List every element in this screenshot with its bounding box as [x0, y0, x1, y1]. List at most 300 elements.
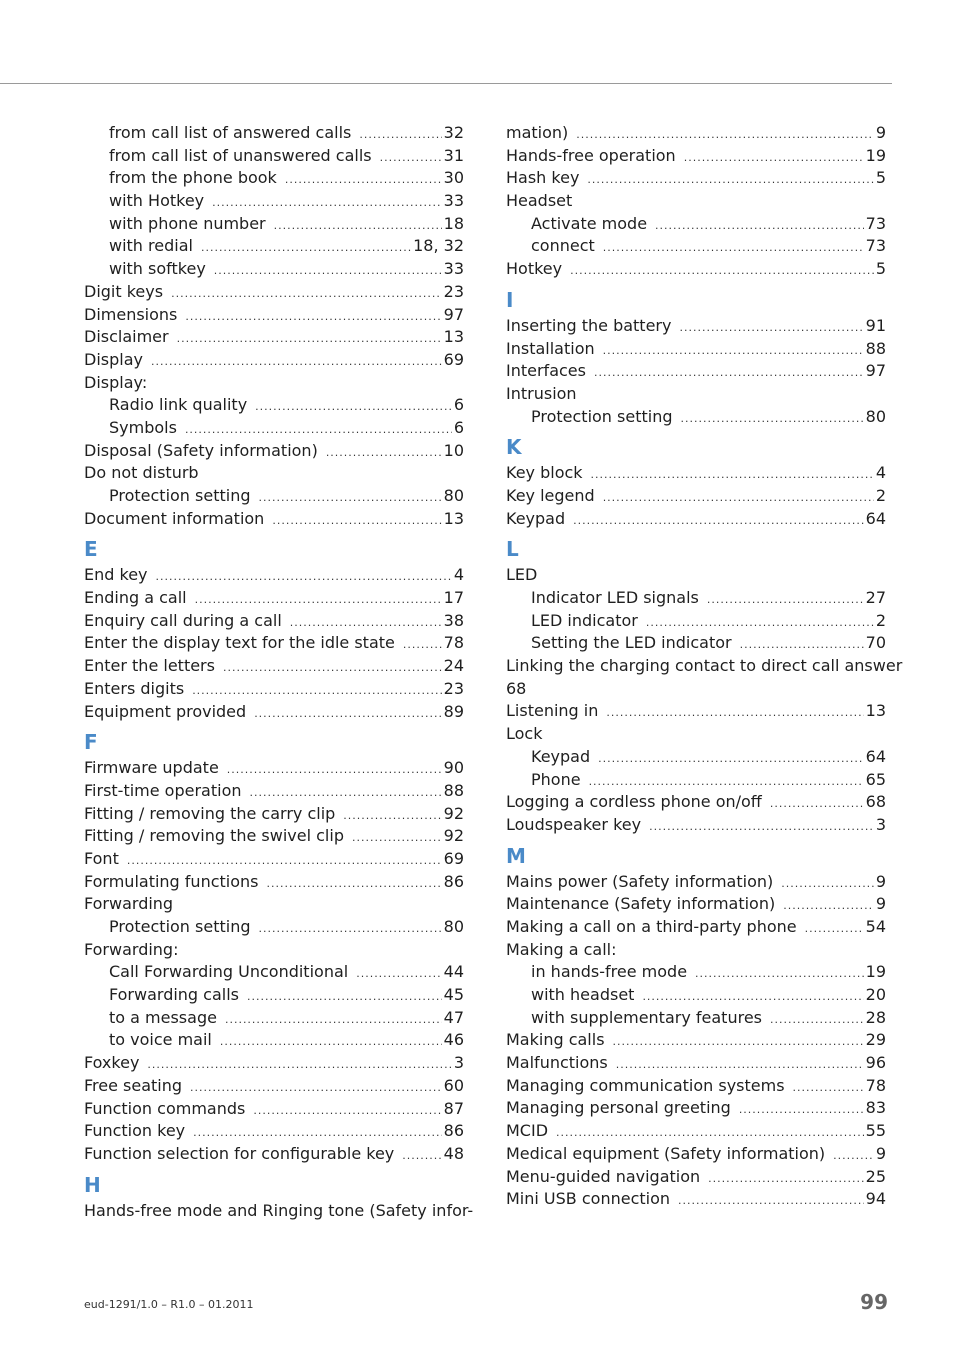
entry-page-ref: 6 — [453, 417, 464, 437]
entry-term: with redial — [109, 236, 193, 256]
entry-term: Phone — [531, 769, 581, 789]
index-subentry — [506, 587, 886, 610]
dot-leader — [151, 351, 442, 374]
entry-page-ref: 13 — [443, 508, 464, 528]
entry-term: Keypad — [531, 746, 591, 766]
dot-leader — [380, 147, 442, 170]
index-entry — [506, 258, 886, 281]
entry-term: Firmware update — [84, 758, 219, 778]
dot-leader — [250, 782, 442, 805]
index-letter-heading: K — [506, 435, 522, 460]
index-subentry — [84, 485, 464, 508]
index-entry — [506, 145, 886, 168]
entry-page-ref: 73 — [865, 236, 886, 256]
dot-leader — [402, 1145, 441, 1168]
entry-term: with supplementary features — [531, 1007, 762, 1027]
dot-leader — [770, 1009, 864, 1032]
entry-term: Forwarding calls — [109, 985, 239, 1005]
dot-leader — [247, 986, 442, 1009]
entry-term: Disclaimer — [84, 327, 169, 347]
dot-leader — [227, 759, 442, 782]
entry-term: Logging a cordless phone on/off — [506, 792, 762, 812]
entry-page-ref: 92 — [443, 826, 464, 846]
dot-leader — [793, 1077, 864, 1100]
entry-page-ref: 80 — [443, 486, 464, 505]
entry-term: Digit keys — [84, 281, 164, 301]
index-entry — [506, 916, 886, 939]
index-subentry — [84, 1029, 464, 1052]
dot-leader — [403, 634, 442, 657]
entry-page-ref: 54 — [865, 916, 886, 936]
index-heading-entry: Lock — [506, 724, 543, 744]
dot-leader — [681, 408, 864, 431]
index-subentry — [84, 394, 464, 417]
entry-term: Making a call on a third-party phone — [506, 916, 797, 936]
entry-page-ref: 30 — [443, 168, 464, 188]
entry-page-ref: 13 — [865, 701, 886, 721]
index-subentry — [506, 610, 886, 633]
entry-term: Mini USB connection — [506, 1189, 671, 1209]
index-heading-entry: Forwarding: — [84, 939, 179, 959]
index-entry — [506, 791, 886, 814]
dot-leader — [156, 566, 452, 589]
dot-leader — [603, 340, 864, 363]
index-letter-heading: M — [506, 843, 526, 868]
entry-page-ref: 24 — [443, 656, 464, 676]
entry-page-ref: 70 — [865, 633, 886, 653]
dot-leader — [598, 748, 864, 771]
index-entry — [506, 700, 886, 723]
entry-term: Activate mode — [531, 213, 648, 233]
index-subentry — [84, 417, 464, 440]
index-heading-entry: Display: — [84, 372, 148, 392]
entry-page-ref: 86 — [443, 871, 464, 891]
dot-leader — [190, 1077, 442, 1100]
entry-term: from call list of unanswered calls — [109, 145, 372, 165]
entry-term: Key legend — [506, 485, 595, 505]
entry-page-ref: 18 — [443, 213, 464, 233]
entry-term: Maintenance (Safety information) — [506, 894, 776, 914]
entry-term: Hotkey — [506, 259, 563, 279]
entry-term: Setting the LED indicator — [531, 633, 732, 653]
entry-term: from call list of answered calls — [109, 123, 352, 142]
entry-term: Malfunctions — [506, 1053, 608, 1073]
index-subentry — [84, 122, 464, 145]
index-entry — [84, 632, 464, 655]
dot-leader — [591, 464, 874, 487]
entry-page-ref: 64 — [865, 746, 886, 766]
dot-leader — [290, 612, 442, 635]
entry-page-ref: 6 — [453, 395, 464, 415]
index-entry — [84, 304, 464, 327]
entry-term: Equipment provided — [84, 701, 247, 721]
dot-leader — [326, 442, 442, 465]
entry-term: Protection setting — [531, 406, 673, 426]
dot-leader — [356, 963, 441, 986]
dot-leader — [770, 793, 864, 816]
index-heading-entry: Forwarding — [84, 894, 174, 914]
dot-leader — [587, 169, 873, 192]
index-subentry — [84, 961, 464, 984]
dot-leader — [707, 589, 864, 612]
entry-term: Disposal (Safety information) — [84, 440, 318, 460]
entry-page-ref: 33 — [443, 259, 464, 279]
entry-term: Ending a call — [84, 588, 187, 608]
entry-page-ref: 86 — [443, 1121, 464, 1141]
index-heading-entry: Making a call: — [506, 939, 617, 959]
header-rule — [0, 83, 892, 84]
index-entry — [506, 462, 886, 485]
entry-term: Hands-free operation — [506, 145, 676, 165]
entry-page-ref: 13 — [443, 327, 464, 347]
index-column-right — [506, 122, 903, 1211]
entry-page-ref: 9 — [875, 1143, 886, 1163]
entry-page-ref: 27 — [865, 588, 886, 607]
dot-leader — [220, 1031, 442, 1054]
index-entry — [84, 1098, 464, 1121]
index-subentry — [84, 145, 464, 168]
entry-term: Display — [84, 349, 143, 369]
index-letter-heading: E — [84, 537, 98, 562]
index-entry — [84, 587, 464, 610]
dot-leader — [214, 260, 442, 283]
index-letter-heading: H — [84, 1172, 101, 1197]
index-subentry — [84, 190, 464, 213]
dot-leader — [274, 215, 442, 238]
entry-term: Font — [84, 848, 119, 868]
entry-page-ref: 87 — [443, 1098, 464, 1118]
entry-term: with phone number — [109, 213, 266, 233]
entry-term: Enters digits — [84, 678, 185, 698]
entry-term: Free seating — [84, 1075, 183, 1095]
entry-page-ref: 5 — [875, 168, 886, 188]
dot-leader — [570, 260, 874, 283]
dot-leader — [805, 918, 864, 941]
entry-term: Interfaces — [506, 361, 586, 381]
dot-leader — [576, 124, 874, 147]
index-subentry — [84, 258, 464, 281]
dot-leader — [225, 1009, 442, 1032]
index-entry — [84, 1143, 464, 1166]
entry-page-ref: 97 — [443, 304, 464, 324]
entry-term: First-time operation — [84, 780, 242, 800]
index-entry — [506, 814, 886, 837]
entry-page-ref: 55 — [865, 1121, 886, 1141]
index-heading-entry: Hands-free mode and Ringing tone (Safety infor- — [84, 1200, 474, 1220]
index-heading-entry: Do not disturb — [84, 463, 199, 483]
dot-leader — [556, 1122, 864, 1145]
entry-term: Enter the letters — [84, 656, 215, 676]
dot-leader — [781, 873, 874, 896]
index-entry — [506, 1052, 886, 1075]
dot-leader — [589, 771, 864, 794]
document-id: eud-1291/1.0 – R1.0 – 01.2011 — [84, 1298, 254, 1311]
index-entry — [506, 1188, 886, 1211]
entry-page-ref: 69 — [443, 349, 464, 369]
dot-leader — [259, 918, 442, 941]
entry-term: with Hotkey — [109, 191, 205, 211]
dot-leader — [573, 510, 864, 533]
index-subentry — [84, 213, 464, 236]
dot-leader — [678, 1190, 864, 1213]
dot-leader — [783, 895, 874, 918]
entry-page-ref: 60 — [443, 1075, 464, 1095]
entry-page-ref: 64 — [865, 508, 886, 528]
dot-leader — [359, 124, 441, 147]
dot-leader — [171, 283, 442, 306]
dot-leader — [212, 192, 442, 215]
entry-term: Formulating functions — [84, 871, 259, 891]
index-heading-entry: Linking the charging contact to direct call answer — [506, 656, 903, 676]
dot-leader — [285, 169, 442, 192]
index-entry — [84, 757, 464, 780]
entry-term: Inserting the battery — [506, 315, 672, 335]
entry-page-ref: 3 — [875, 814, 886, 834]
entry-page-ref: 31 — [443, 145, 464, 165]
dot-leader — [679, 317, 863, 340]
entry-page-ref: 97 — [865, 361, 886, 381]
entry-term: Hash key — [506, 168, 580, 188]
entry-page-ref: 44 — [443, 962, 464, 982]
dot-leader — [739, 1099, 864, 1122]
entry-page-ref: 69 — [443, 848, 464, 868]
entry-page-ref: 68 — [865, 792, 886, 812]
dot-leader — [267, 873, 442, 896]
entry-page-ref: 45 — [443, 985, 464, 1005]
index-entry — [84, 326, 464, 349]
entry-page-ref: 92 — [443, 803, 464, 823]
entry-term: from the phone book — [109, 168, 277, 188]
entry-page-ref: 48 — [443, 1143, 464, 1163]
index-entry — [84, 871, 464, 894]
entry-page-ref: 2 — [875, 610, 886, 630]
entry-page-ref: 80 — [865, 406, 886, 426]
index-entry — [84, 508, 464, 531]
index-entry — [506, 167, 886, 190]
index-subentry — [506, 769, 886, 792]
index-entry — [506, 871, 886, 894]
entry-page-ref: 25 — [865, 1166, 886, 1186]
entry-page-ref: 47 — [443, 1007, 464, 1027]
dot-leader — [127, 850, 442, 873]
index-subentry — [506, 984, 886, 1007]
index-subentry — [506, 1007, 886, 1030]
entry-page-ref: 18, 32 — [413, 236, 464, 256]
entry-page-ref: 2 — [875, 485, 886, 505]
index-letter-heading: I — [506, 287, 514, 312]
dot-leader — [603, 487, 874, 510]
index-letter-heading: F — [84, 730, 98, 755]
entry-page-ref: 83 — [865, 1098, 886, 1118]
dot-leader — [223, 657, 442, 680]
index-subentry — [506, 235, 886, 258]
index-entry — [506, 1075, 886, 1098]
entry-page-ref: 38 — [443, 610, 464, 630]
index-entry — [506, 1143, 886, 1166]
entry-term: Symbols — [109, 417, 177, 437]
entry-term: with softkey — [109, 259, 206, 279]
entry-term: Enquiry call during a call — [84, 610, 282, 630]
index-entry — [84, 1052, 464, 1075]
dot-leader — [603, 237, 864, 260]
dot-leader — [192, 680, 441, 703]
dot-leader — [185, 306, 441, 329]
entry-term: Managing personal greeting — [506, 1098, 731, 1118]
index-entry — [84, 440, 464, 463]
entry-term: Radio link quality — [109, 395, 248, 415]
entry-page-ref: 20 — [865, 985, 886, 1004]
entry-term: Making calls — [506, 1030, 605, 1050]
entry-page-ref: 29 — [865, 1030, 886, 1050]
dot-leader — [616, 1054, 864, 1077]
entry-page-ref: 46 — [443, 1030, 464, 1050]
index-subentry — [84, 235, 464, 258]
entry-term: Installation — [506, 338, 595, 358]
entry-page-ref: 23 — [443, 678, 464, 698]
dot-leader — [253, 1100, 441, 1123]
entry-page-ref: 88 — [865, 338, 886, 358]
entry-page-ref: 9 — [875, 871, 886, 891]
dot-leader — [195, 589, 442, 612]
entry-page-ref: 90 — [443, 758, 464, 778]
index-entry — [506, 360, 886, 383]
entry-term: End key — [84, 565, 148, 585]
index-entry — [506, 1120, 886, 1143]
entry-page-ref: 73 — [865, 213, 886, 233]
index-entry — [84, 848, 464, 871]
entry-term: Keypad — [506, 508, 566, 528]
dot-leader — [594, 362, 864, 385]
entry-page-ref: 88 — [443, 780, 464, 800]
index-heading-entry: Headset — [506, 191, 573, 211]
index-entry — [84, 655, 464, 678]
index-letter-heading: L — [506, 537, 519, 562]
index-entry — [84, 678, 464, 701]
index-subentry — [84, 167, 464, 190]
entry-term: Listening in — [506, 701, 599, 721]
dot-leader — [740, 634, 864, 657]
index-entry — [84, 780, 464, 803]
entry-page-ref: 28 — [865, 1007, 886, 1027]
entry-page-ref: 9 — [875, 123, 886, 142]
entry-term: mation) — [506, 123, 569, 142]
entry-page-ref: 4 — [453, 565, 464, 585]
entry-term: Protection setting — [109, 917, 251, 936]
index-entry — [84, 281, 464, 304]
index-entry — [84, 564, 464, 587]
entry-term: Foxkey — [84, 1053, 140, 1073]
entry-term: Function selection for configurable key — [84, 1143, 395, 1163]
index-entry — [506, 1166, 886, 1189]
entry-term: Loudspeaker key — [506, 814, 642, 834]
index-entry — [506, 1097, 886, 1120]
entry-term: Dimensions — [84, 304, 178, 324]
dot-leader — [833, 1145, 874, 1168]
dot-leader — [649, 816, 874, 839]
page-number: 99 — [860, 1290, 888, 1314]
index-entry — [84, 1075, 464, 1098]
entry-page-ref: 19 — [865, 962, 886, 982]
index-entry — [84, 825, 464, 848]
entry-page-ref: 3 — [453, 1053, 464, 1073]
entry-term: Menu-guided navigation — [506, 1166, 701, 1186]
entry-page-ref: 80 — [443, 917, 464, 936]
entry-term: to voice mail — [109, 1030, 212, 1050]
dot-leader — [147, 1054, 451, 1077]
entry-term: Indicator LED signals — [531, 588, 699, 607]
dot-leader — [193, 1122, 441, 1145]
dot-leader — [606, 702, 863, 725]
entry-term: to a message — [109, 1007, 217, 1027]
entry-page-ref: 19 — [865, 145, 886, 165]
index-heading-entry: LED — [506, 565, 538, 585]
index-subentry — [84, 1007, 464, 1030]
entry-term: Fitting / removing the carry clip — [84, 803, 336, 823]
index-entry — [506, 1029, 886, 1052]
dot-leader — [177, 328, 442, 351]
entry-term: Enter the display text for the idle state — [84, 633, 395, 653]
entry-page-ref: 5 — [875, 259, 886, 279]
index-entry — [506, 338, 886, 361]
entry-term: Medical equipment (Safety information) — [506, 1143, 826, 1163]
dot-leader — [343, 805, 441, 828]
index-entry — [84, 701, 464, 724]
entry-page-ref: 32 — [443, 123, 464, 142]
index-entry — [84, 610, 464, 633]
dot-leader — [646, 612, 874, 635]
index-entry — [506, 508, 886, 531]
dot-leader — [613, 1031, 864, 1054]
index-subentry — [84, 984, 464, 1007]
index-subentry — [84, 916, 464, 939]
dot-leader — [684, 147, 864, 170]
entry-term: with headset — [531, 985, 635, 1004]
entry-term: Key block — [506, 463, 583, 483]
entry-term: MCID — [506, 1121, 549, 1141]
dot-leader — [695, 963, 864, 986]
index-entry — [506, 315, 886, 338]
index-entry — [84, 1120, 464, 1143]
entry-page-ref: 4 — [875, 463, 886, 483]
entry-term: LED indicator — [531, 610, 638, 630]
dot-leader — [255, 396, 452, 419]
entry-page-ref: 78 — [443, 633, 464, 653]
entry-term: Function key — [84, 1121, 186, 1141]
index-entry — [506, 485, 886, 508]
index-entry — [84, 803, 464, 826]
entry-page-ref: 94 — [865, 1189, 886, 1209]
entry-page-ref: 23 — [443, 281, 464, 301]
entry-page-ref: 10 — [443, 440, 464, 460]
dot-leader — [352, 827, 442, 850]
dot-leader — [708, 1168, 863, 1191]
index-entry — [506, 893, 886, 916]
entry-term: connect — [531, 236, 595, 256]
index-entry — [84, 349, 464, 372]
dot-leader — [272, 510, 441, 533]
entry-term: in hands-free mode — [531, 962, 688, 982]
entry-term: Function commands — [84, 1098, 246, 1118]
entry-page-ref: 9 — [875, 894, 886, 914]
entry-term: Protection setting — [109, 486, 251, 505]
entry-term: Mains power (Safety information) — [506, 871, 774, 891]
entry-term: Fitting / removing the swivel clip — [84, 826, 344, 846]
index-subentry — [506, 632, 886, 655]
dot-leader — [259, 487, 442, 510]
entry-term: Managing communication systems — [506, 1075, 785, 1095]
dot-leader — [201, 237, 411, 260]
index-subentry — [506, 406, 886, 429]
